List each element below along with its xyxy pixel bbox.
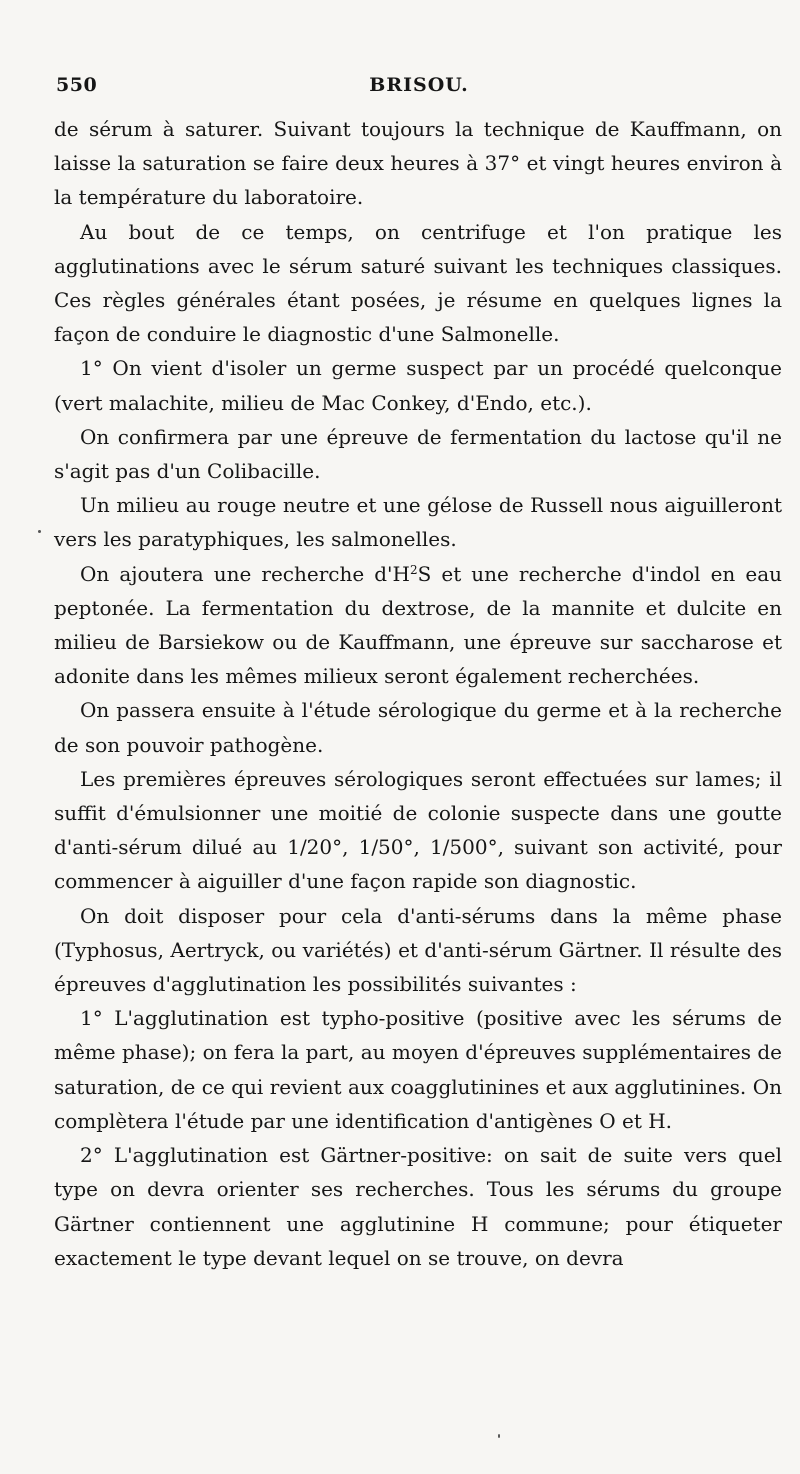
paragraph-lactose: On confirmera par une épreuve de fermentation du lactose qu'il ne s'agit pas d'un Colibacille.	[54, 424, 782, 484]
h2s-text-before: On ajoutera une recherche d'H	[80, 561, 410, 586]
paragraph-serology-intro: On passera ensuite à l'étude sérologique du germe et à la recherche de son pouvoir pathogène.	[54, 698, 782, 757]
paragraph-step-1-isolation: 1° On vient d'isoler un germe suspect par un procédé quelconque (vert malachite, milieu de Mac Conkey, d'Endo, etc.).	[54, 356, 782, 415]
paragraph-h2s-indol	[54, 557, 782, 694]
print-speck	[38, 530, 41, 533]
paragraph-antisera: On doit disposer pour cela d'anti-sérums dans la même phase (Typhosus, Aertryck, ou variétés) et d'anti-sérum Gärtner. Il résulte des épreuves d'agglutination les possibilités suivantes :	[54, 903, 782, 997]
h2s-text-after: S et une recherche d'indol en eau peptonée. La fermentation du dextrose, de la mannite et dulcite en milieu de Barsiekow ou de Kauffmann, une épreuve sur saccharose et adonite dans les mêmes milieux seront également recherchées.	[54, 561, 782, 689]
page-number: 550	[56, 74, 98, 96]
running-title: BRISOU.	[369, 74, 469, 96]
paragraph-russell: Un milieu au rouge neutre et une gélose de Russell nous aiguilleront vers les paratyphiques, les salmonelles.	[54, 493, 782, 552]
print-speck	[498, 1434, 500, 1438]
body-text	[54, 112, 782, 1275]
paragraph-continuation: de sérum à saturer. Suivant toujours la technique de Kauffmann, on laisse la saturation se faire deux heures à 37° et vingt heures environ à la température du laboratoire.	[54, 117, 782, 210]
running-head	[56, 74, 782, 104]
paragraph-case-gartner-positive: 2° L'agglutination est Gärtner-positive: on sait de suite vers quel type on devra orienter ses recherches. Tous les sérums du groupe Gärtner contiennent une agglutinine H commune; pour étiqueter exactement le type devant lequel on se trouve, on devra	[54, 1143, 782, 1270]
h2s-superscript: 2	[409, 562, 418, 577]
paragraph-slide-tests: Les premières épreuves sérologiques seront effectuées sur lames; il suffit d'émulsionner une moitié de colonie suspecte dans une goutte d'anti-sérum dilué au 1/20°, 1/50°, 1/500°, suivant son activité, pour commencer à aiguiller d'une façon rapide son diagnostic.	[54, 766, 782, 894]
paragraph-case-typho-positive: 1° L'agglutination est typho-positive (positive avec les sérums de même phase); on fera la part, au moyen d'épreuves supplémentaires de saturation, de ce qui revient aux coagglutinines et aux agglutinines. On complètera l'étude par une identification d'antigènes O et H.	[54, 1006, 782, 1133]
paragraph-centrifuge: Au bout de ce temps, on centrifuge et l'on pratique les agglutinations avec le sérum saturé suivant les techniques classiques. Ces règles générales étant posées, je résume en quelques lignes la façon de conduire le diagnostic d'une Salmonelle.	[54, 219, 782, 347]
